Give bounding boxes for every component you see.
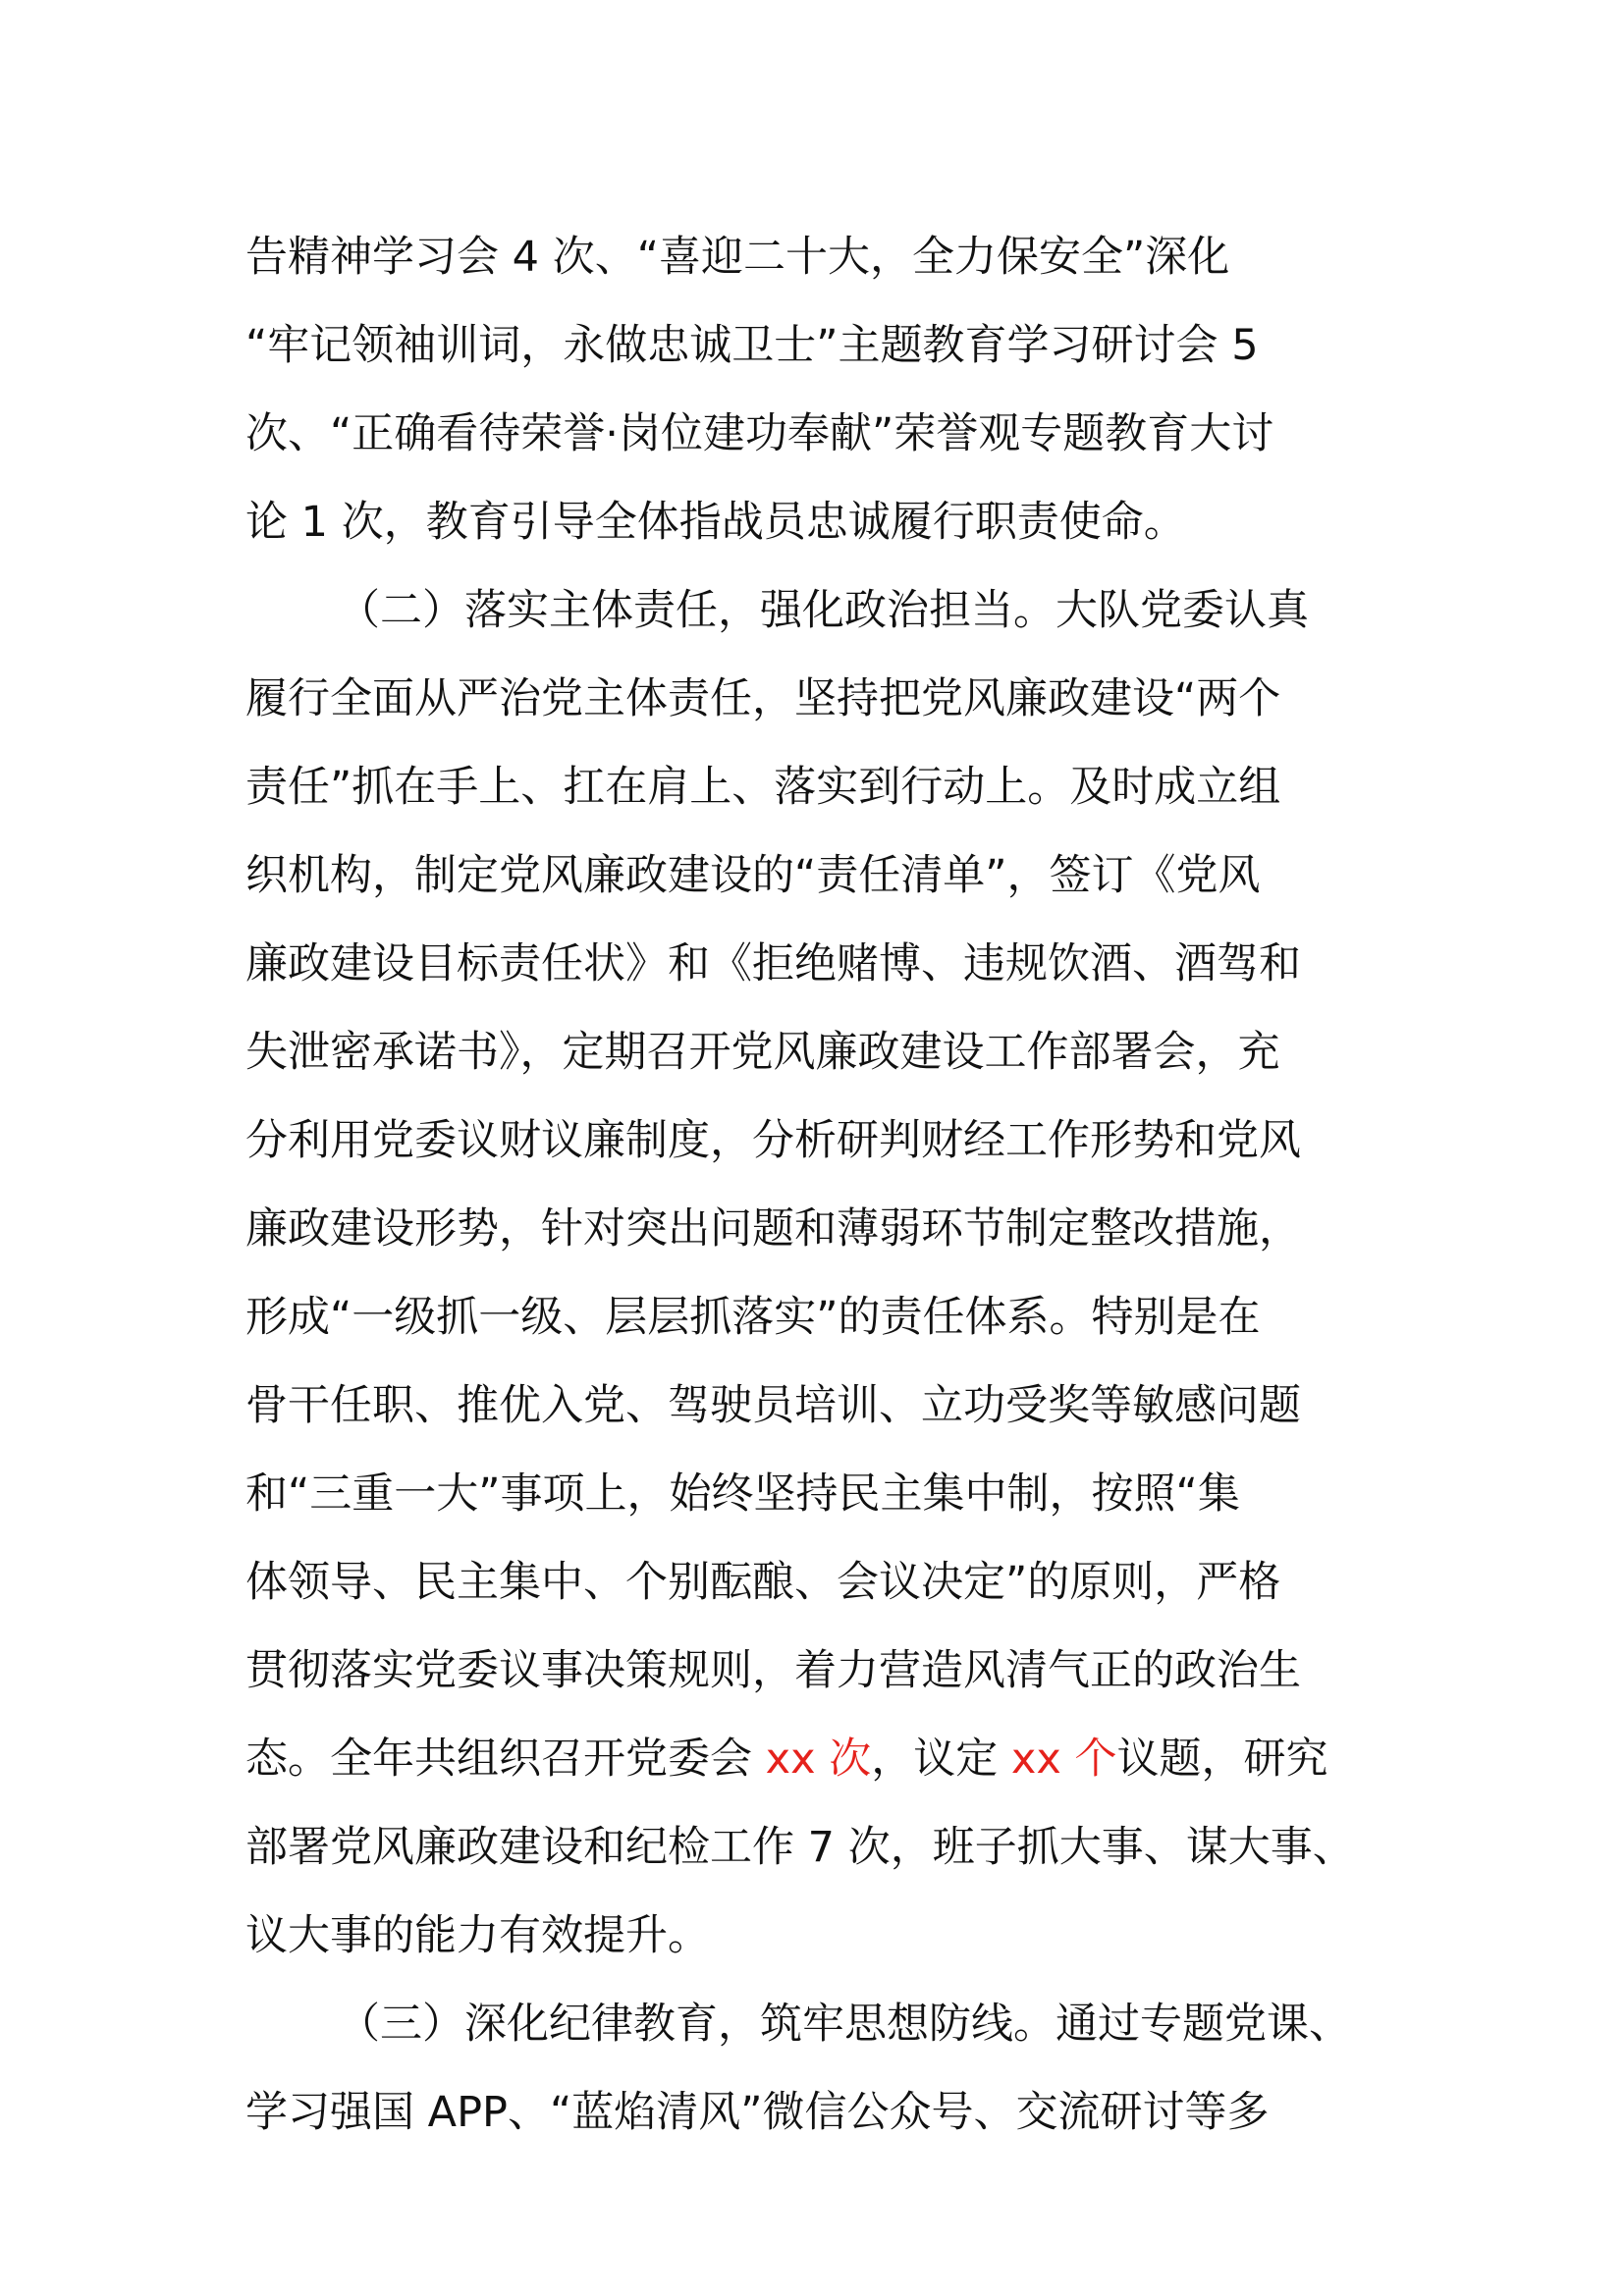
paragraph-line: 形成“一级抓一级、层层抓落实”的责任体系。特别是在 — [245, 1293, 1261, 1342]
paragraph-line: 织机构，制定党风廉政建设的“责任清单”，签订《党风 — [245, 851, 1261, 900]
paragraph-line: 廉政建设形势，针对突出问题和薄弱环节制定整改措施， — [245, 1204, 1301, 1254]
paragraph-line: 分利用党委议财议廉制度，分析研判财经工作形势和党风 — [245, 1116, 1301, 1165]
paragraph-line: 骨干任职、推优入党、驾驶员培训、立功受奖等敏感问题 — [245, 1381, 1301, 1430]
section-two-heading-line: （二）落实主体责任，强化政治担当。大队党委认真 — [338, 586, 1309, 635]
meeting-count-placeholder: xx 次 — [765, 1735, 872, 1784]
line-text: 议题，研究 — [1116, 1735, 1328, 1784]
paragraph-line: “牢记领袖训词，永做忠诚卫士”主题教育学习研讨会 5 — [245, 321, 1259, 370]
paragraph-line: 贯彻落实党委议事决策规则，着力营造风清气正的政治生 — [245, 1646, 1301, 1695]
section-three-heading-line: （三）深化纪律教育，筑牢思想防线。通过专题党课、 — [338, 2000, 1351, 2049]
line-text: 态。全年共组织召开党委会 — [245, 1735, 766, 1784]
line-text: ，议定 — [871, 1735, 1011, 1784]
paragraph-line: 履行全面从严治党主体责任，坚持把党风廉政建设“两个 — [245, 674, 1281, 723]
paragraph-line: 失泄密承诺书》，定期召开党风廉政建设工作部署会，充 — [245, 1028, 1280, 1077]
paragraph-line: 廉政建设目标责任状》和《拒绝赌博、违规饮酒、酒驾和 — [245, 939, 1301, 988]
paragraph-line: 学习强国 APP、“蓝焰清风”微信公众号、交流研讨等多 — [245, 2088, 1270, 2137]
paragraph-line: 责任”抓在手上、扛在肩上、落实到行动上。及时成立组 — [245, 763, 1281, 812]
paragraph-line: 部署党风廉政建设和纪检工作 7 次，班子抓大事、谋大事、 — [245, 1823, 1355, 1872]
paragraph-line: 论 1 次，教育引导全体指战员忠诚履行职责使命。 — [245, 498, 1186, 547]
paragraph-line: 告精神学习会 4 次、“喜迎二十大，全力保安全”深化 — [245, 233, 1230, 282]
topic-count-placeholder: xx 个 — [1010, 1735, 1117, 1784]
paragraph-line: 和“三重一大”事项上，始终坚持民主集中制，按照“集 — [245, 1469, 1240, 1519]
paragraph-line-meetings — [245, 1730, 1328, 1789]
paragraph-line: 体领导、民主集中、个别酝酿、会议决定”的原则，严格 — [245, 1558, 1281, 1607]
paragraph-line: 次、“正确看待荣誉·岗位建功奉献”荣誉观专题教育大讨 — [245, 409, 1274, 458]
paragraph-line: 议大事的能力有效提升。 — [245, 1911, 710, 1960]
